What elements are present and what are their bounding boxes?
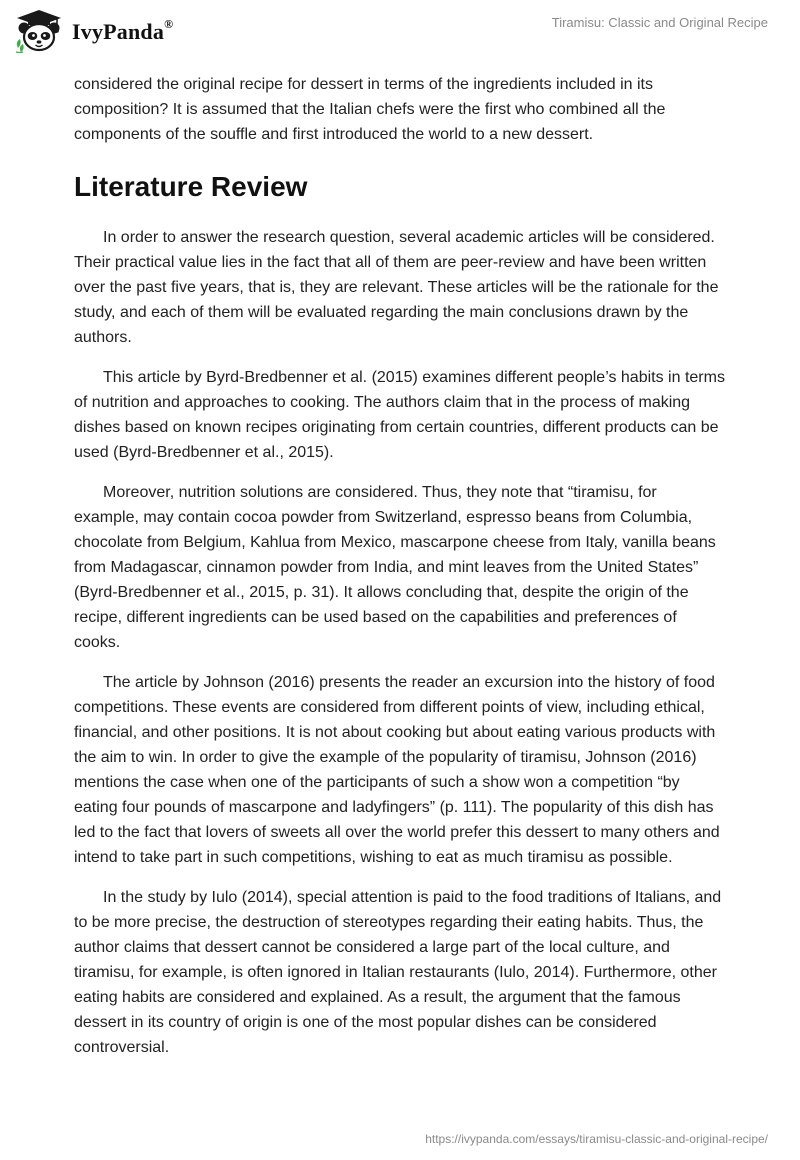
body-paragraph: This article by Byrd-Bredbenner et al. (2015) examines different people’s habits in terms of nutrition and approaches to cooking. The authors claim that in the process of making dishes based on known recipes originating from certain countries, different products can be used (Byrd-Bredbenner et al., 2015). [74, 369, 725, 461]
document-title: Tiramisu: Classic and Original Recipe [551, 15, 768, 30]
body-paragraph: In the study by Iulo (2014), special attention is paid to the food traditions of Italians, and to be more precise, the destruction of stereotypes regarding their eating habits. Thus, the author claims that dessert cannot be considered a large part of the local culture, and tiramisu, for example, is often ignored in Italian restaurants (Iulo, 2014). Furthermore, other eating habits are considered and explained. As a result, the argument that the famous dessert in its country of origin is one of the most popular dishes can be considered controversial. [74, 889, 722, 1056]
body-paragraph: Moreover, nutrition solutions are considered. Thus, they note that “tiramisu, for example, may contain cocoa powder from Switzerland, espresso beans from Columbia, chocolate from Belgium, Kahlua from Mexico, mascarpone cheese from Italy, vanilla beans from Madagascar, cinnamon powder from India, and mint leaves from the United States” (Byrd-Bredbenner et al., 2015, p. 31). It allows concluding that, despite the origin of the recipe, different ingredients can be used based on the capabilities and preferences of cooks. [74, 484, 716, 651]
section-heading: Literature Review [74, 171, 308, 202]
ivypanda-logo[interactable] [14, 8, 173, 54]
body-paragraph: The article by Johnson (2016) presents the reader an excursion into the history of food competitions. These events are considered from different points of view, including ethical, financial, and other positions. It is not about cooking but about eating various products with the aim to win. In order to give the example of the popularity of tiramisu, Johnson (2016) mentions the case when one of the participants of such a show won a competition “by eating four pounds of mascarpone and ladyfingers” (p. 111). The popularity of this dish has led to the fact that lovers of sweets all over the world prefer this dessert to many others and intend to take part in such competitions, wishing to eat as much tiramisu as possible. [74, 674, 720, 866]
intro-paragraph: considered the original recipe for dessert in terms of the ingredients included in its composition? It is assumed that the Italian chefs were the first who combined all the components of the souffle and first introduced the world to a new dessert. [74, 76, 666, 143]
page-header [0, 0, 800, 70]
article-body [74, 70, 726, 1075]
source-url[interactable]: https://ivypanda.com/essays/tiramisu-classic-and-original-recipe/ [425, 1132, 768, 1146]
brand-name: IvyPanda® [72, 16, 174, 44]
panda-graduate-icon [14, 8, 64, 54]
body-paragraph: In order to answer the research question, several academic articles will be considered. Their practical value lies in the fact that all of them are peer-review and have been written over the past five years, that is, they are relevant. These articles will be the rationale for the study, and each of them will be evaluated regarding the main conclusions drawn by the authors. [74, 229, 719, 346]
